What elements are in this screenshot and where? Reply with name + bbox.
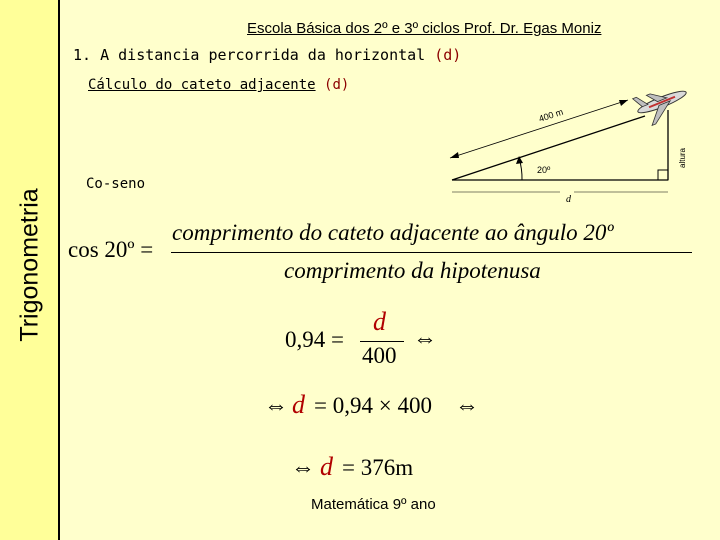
- heading-number: 1.: [73, 46, 92, 64]
- step1-lhs: 0,94 =: [285, 327, 344, 352]
- dimension-arrow-right: [619, 100, 628, 106]
- height-label: altura: [678, 147, 687, 168]
- step1-fraction-bar: [360, 341, 404, 342]
- step2-rhs: = 0,94 × 400: [314, 393, 432, 418]
- step3-rhs: = 376m: [342, 455, 414, 480]
- formula-lhs: cos 20º =: [68, 237, 154, 262]
- section-heading: [73, 46, 461, 64]
- subheading-var: (d): [324, 77, 350, 93]
- heading-text: A distancia percorrida da horizontal: [100, 46, 426, 64]
- subheading: [88, 77, 349, 93]
- step1-iff: ⇔: [413, 326, 437, 352]
- airplane-icon: [633, 80, 693, 128]
- step1-numerator: d: [373, 307, 386, 336]
- step2-iff-left: ⇔: [264, 393, 288, 419]
- hyp-label: 400 m: [537, 106, 565, 124]
- coseno-label: Co-seno: [86, 176, 146, 192]
- step3-var: d: [320, 452, 333, 481]
- right-angle-mark: [658, 170, 668, 180]
- dimension-line: [450, 100, 628, 158]
- subheading-text: Cálculo do cateto adjacente: [88, 77, 316, 93]
- step2-var: d: [292, 390, 305, 419]
- dimension-arrow-left: [450, 152, 459, 158]
- formula-fraction-bar: [171, 252, 692, 253]
- step1-denominator: 400: [362, 343, 397, 368]
- school-name: Escola Básica dos 2º e 3º ciclos Prof. Dr. Egas Moniz: [247, 20, 602, 37]
- footer-text: Matemática 9º ano: [311, 496, 436, 513]
- angle-label: 20º: [537, 165, 551, 175]
- plane-diagram: [440, 80, 700, 210]
- base-label: d: [566, 194, 571, 205]
- sidebar: [0, 0, 60, 540]
- sidebar-title: Trigonometria: [15, 188, 44, 342]
- step3-iff: ⇔: [291, 455, 315, 481]
- formula-numerator: comprimento do cateto adjacente ao ângulo 20º: [172, 220, 614, 245]
- formula-denominator: comprimento da hipotenusa: [284, 258, 541, 283]
- heading-var: (d): [434, 46, 462, 64]
- step2-iff-right: ⇔: [455, 393, 479, 419]
